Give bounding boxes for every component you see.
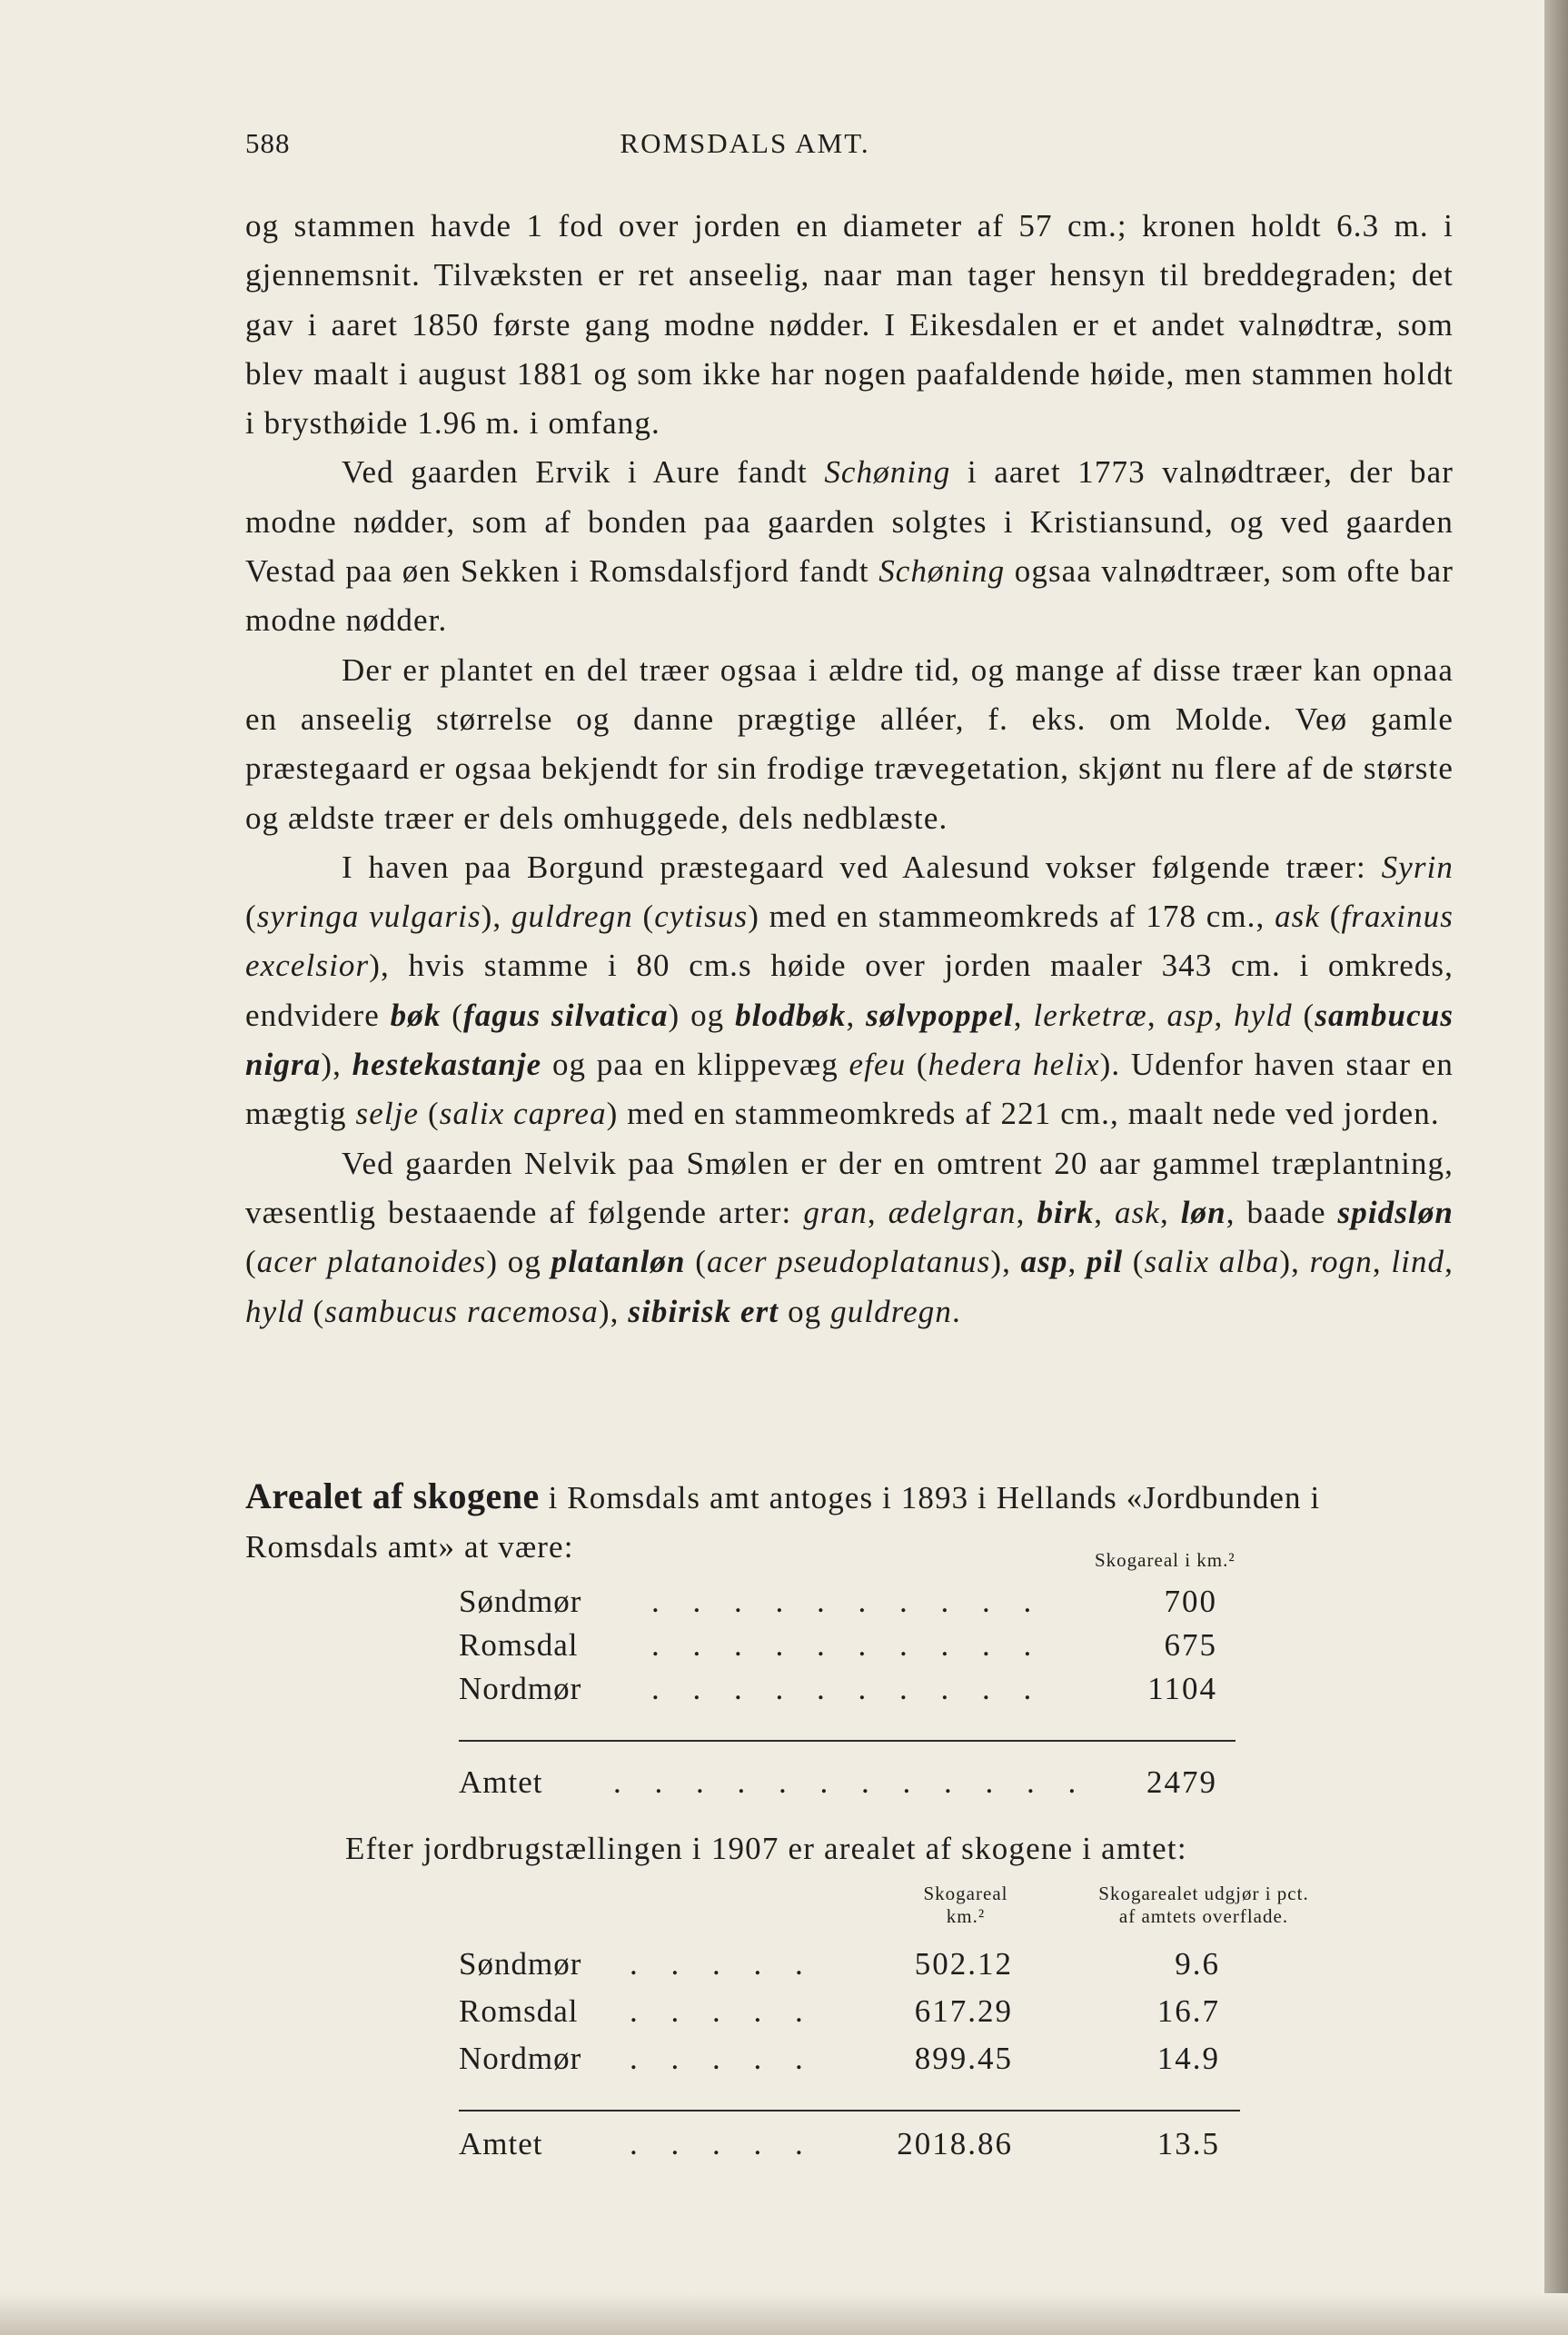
species-name: birk bbox=[1037, 1194, 1095, 1230]
table-total-row bbox=[459, 1764, 1276, 1810]
leader-dots: . . . . . bbox=[630, 2041, 816, 2076]
text-run: og bbox=[779, 1293, 831, 1329]
text-run: , bbox=[867, 1194, 888, 1230]
text-run: ), bbox=[990, 1244, 1021, 1280]
species-name: bøk bbox=[390, 997, 442, 1033]
table-total-row bbox=[459, 2126, 1276, 2171]
text-run: , bbox=[1444, 1244, 1454, 1280]
running-title: ROMSDALS AMT. bbox=[620, 127, 870, 159]
text-run: Ved gaarden Ervik i Aure fandt bbox=[342, 454, 825, 491]
row-percent: 14.9 bbox=[1156, 2041, 1220, 2076]
species-name: Schøning bbox=[824, 454, 951, 491]
species-name: lind bbox=[1391, 1244, 1445, 1280]
row-value: 1104 bbox=[1147, 1671, 1217, 1706]
page-bottom-shadow bbox=[0, 2293, 1568, 2335]
total-label: Amtet bbox=[459, 2126, 543, 2161]
text-run: , bbox=[1094, 1194, 1115, 1230]
percent-header-line: af amtets overflade. bbox=[1118, 1905, 1289, 1927]
table-row bbox=[459, 1584, 1276, 1629]
species-name: acer platanoides bbox=[256, 1244, 487, 1280]
leader-dots: . . . . . bbox=[630, 1946, 816, 1982]
species-name: asp bbox=[1020, 1244, 1068, 1280]
species-name: guldregn bbox=[830, 1293, 953, 1329]
text-run: ( bbox=[245, 899, 257, 935]
text-run: . bbox=[952, 1293, 961, 1329]
row-percent: 9.6 bbox=[1175, 1946, 1220, 1982]
text-run: ( bbox=[303, 1293, 325, 1329]
text-run: ( bbox=[419, 1096, 440, 1132]
row-district: Søndmør bbox=[459, 1946, 582, 1982]
table-row bbox=[459, 2041, 1276, 2086]
text-run: ), bbox=[321, 1047, 352, 1083]
row-district: Nordmør bbox=[459, 1671, 582, 1706]
species-name: fagus silvatica bbox=[463, 997, 669, 1033]
text-run: ( bbox=[1292, 997, 1315, 1033]
text-run: og paa en klippevæg bbox=[541, 1047, 849, 1083]
species-name: hyld bbox=[1234, 997, 1293, 1033]
total-percent: 13.5 bbox=[1156, 2126, 1220, 2161]
species-name: sambucus racemosa bbox=[324, 1293, 599, 1329]
text-run: ) og bbox=[668, 997, 736, 1033]
page-number: 588 bbox=[245, 127, 291, 159]
total-rule bbox=[459, 1740, 1236, 1742]
text-run: og stammen havde 1 fod over jorden en diameter af 57 cm.; kronen holdt 6.3 m. i gjennemsnit. Tilvæksten er ret anseelig, naar man tager hensyn til breddegraden; det gav i aaret 1850 første gang modne nødder. I Eikesdalen er et andet valnødtræ, som blev maalt i august 1881 og som ikke har nogen paafaldende høide, men stammen holdt i brysthøide 1.96 m. i omfang. bbox=[245, 208, 1454, 442]
body-paragraph bbox=[245, 646, 1454, 843]
leader-dots: . . . . . . . . . . bbox=[651, 1671, 1045, 1706]
text-run: , bbox=[1146, 997, 1167, 1033]
leader-dots: . . . . . . . . . . . . bbox=[613, 1764, 1089, 1800]
species-name: hyld bbox=[245, 1293, 304, 1329]
page-edge-shadow bbox=[1544, 0, 1568, 2335]
text-run: ( bbox=[685, 1244, 707, 1280]
text-run: ), bbox=[598, 1293, 629, 1329]
area-header-line: Skogareal bbox=[923, 1883, 1008, 1904]
text-run: , baade bbox=[1226, 1194, 1338, 1230]
text-run: ) med en stammeomkreds af 221 cm., maalt nede ved jorden. bbox=[606, 1096, 1440, 1132]
species-name: rogn bbox=[1309, 1244, 1373, 1280]
species-name: ædelgran bbox=[888, 1194, 1017, 1230]
species-name: Schøning bbox=[878, 553, 1006, 590]
census-sentence: Efter jordbrugstællingen i 1907 er arealet af skogene i amtet: bbox=[345, 1831, 1187, 1866]
species-name: pil bbox=[1086, 1244, 1124, 1280]
text-run: ), hvis stamme i 80 cm.s høide over jorden maaler 343 cm. i omkreds, endvidere bbox=[245, 948, 1454, 1033]
body-paragraph bbox=[245, 202, 1454, 448]
total-area: 2018.86 bbox=[897, 2126, 1013, 2161]
species-name: hedera helix bbox=[928, 1047, 1100, 1083]
forest-area-paragraph bbox=[245, 1472, 1454, 1572]
table-row bbox=[459, 1946, 1276, 1992]
species-name: blodbøk bbox=[735, 997, 847, 1033]
row-value: 700 bbox=[1164, 1584, 1217, 1619]
text-run: ( bbox=[441, 997, 464, 1033]
species-name: sølvpoppel bbox=[866, 997, 1014, 1033]
row-area: 899.45 bbox=[914, 2041, 1013, 2076]
species-name: spidsløn bbox=[1337, 1194, 1454, 1230]
species-name: sibirisk ert bbox=[628, 1293, 779, 1329]
species-name: fraxinus excelsior bbox=[245, 899, 1454, 984]
leader-dots: . . . . . . . . . . bbox=[651, 1584, 1045, 1619]
total-value: 2479 bbox=[1146, 1764, 1217, 1800]
row-area: 502.12 bbox=[914, 1946, 1013, 1982]
row-percent: 16.7 bbox=[1156, 1993, 1220, 2029]
text-run: ( bbox=[1320, 899, 1342, 935]
text-run: Der er plantet en del træer ogsaa i ældre tid, og mange af disse træer kan opnaa en anseelig størrelse og danne prægtige alléer, f. eks. om Molde. Veø gamle præstegaard er ogsaa bekjendt for sin frodige trævegetation, skjønt nu flere af de største og ældste træer er dels omhuggede, dels nedblæste. bbox=[245, 651, 1454, 836]
table-row bbox=[459, 1671, 1276, 1716]
species-name: guldregn bbox=[511, 899, 633, 935]
leader-dots: . . . . . bbox=[630, 1993, 816, 2029]
total-rule bbox=[459, 2110, 1240, 2111]
text-run: ( bbox=[906, 1047, 928, 1083]
text-run: ), bbox=[1279, 1244, 1310, 1280]
leader-dots: . . . . . bbox=[630, 2126, 816, 2161]
body-paragraph bbox=[245, 1139, 1454, 1336]
body-paragraph bbox=[245, 448, 1454, 645]
text-run: Ved gaarden Nelvik paa Smølen er der en omtrent 20 aar gammel træplantning, væsentlig bestaaende af følgende arter: bbox=[245, 1145, 1454, 1230]
row-district: Nordmør bbox=[459, 2041, 582, 2076]
species-name: salix alba bbox=[1144, 1244, 1280, 1280]
text-run: , bbox=[1016, 1194, 1037, 1230]
species-name: selje bbox=[355, 1096, 420, 1132]
text-run: ( bbox=[1123, 1244, 1145, 1280]
species-name: ask bbox=[1275, 899, 1321, 935]
species-name: efeu bbox=[849, 1047, 907, 1083]
table1-column-header: Skogareal i km.² bbox=[1095, 1549, 1236, 1571]
species-name: sambucus nigra bbox=[245, 997, 1454, 1083]
species-name: ask bbox=[1114, 1194, 1160, 1230]
species-name: asp bbox=[1166, 997, 1215, 1033]
row-area: 617.29 bbox=[914, 1993, 1013, 2029]
text-run: , bbox=[1159, 1194, 1181, 1230]
table-row bbox=[459, 1627, 1276, 1673]
row-district: Søndmør bbox=[459, 1584, 582, 1619]
text-run: , bbox=[846, 997, 867, 1033]
text-run: ogsaa valnødtræer, som ofte bar modne nødder. bbox=[245, 553, 1454, 639]
area-column-header bbox=[875, 1883, 1057, 1928]
text-run: , bbox=[1214, 997, 1235, 1033]
species-name: acer pseudoplatanus bbox=[706, 1244, 991, 1280]
species-name: salix caprea bbox=[439, 1096, 607, 1132]
text-run: , bbox=[1067, 1244, 1087, 1280]
percent-header-line: Skogarealet udgjør i pct. bbox=[1098, 1883, 1309, 1904]
text-run: , bbox=[1013, 997, 1034, 1033]
body-text bbox=[245, 202, 1454, 1336]
leader-dots: . . . . . . . . . . bbox=[651, 1627, 1045, 1663]
species-name: lerketræ bbox=[1033, 997, 1147, 1033]
row-value: 675 bbox=[1164, 1627, 1217, 1663]
section-lead-rest: i Romsdals amt antoges i 1893 i Hellands «Jordbunden i Romsdals amt» at være: bbox=[245, 1480, 1321, 1565]
total-label: Amtet bbox=[459, 1764, 543, 1800]
text-run: ). Udenfor haven staar en mægtig bbox=[245, 1047, 1454, 1132]
species-name: platanløn bbox=[551, 1244, 686, 1280]
text-run: ( bbox=[632, 899, 655, 935]
body-paragraph bbox=[245, 843, 1454, 1139]
row-district: Romsdal bbox=[459, 1993, 579, 2029]
text-run: ) og bbox=[486, 1244, 551, 1280]
text-run: I haven paa Borgund præstegaard ved Aalesund vokser følgende træer: bbox=[342, 849, 1382, 885]
text-run: ( bbox=[245, 1244, 257, 1280]
running-header bbox=[245, 127, 1245, 164]
species-name: syringa vulgaris bbox=[256, 899, 481, 935]
row-district: Romsdal bbox=[459, 1627, 579, 1663]
section-lead: Arealet af skogene bbox=[245, 1476, 540, 1516]
percent-column-header bbox=[1049, 1883, 1358, 1928]
species-name: hestekastanje bbox=[352, 1047, 542, 1083]
text-run: , bbox=[1372, 1244, 1392, 1280]
text-run: ), bbox=[481, 899, 511, 935]
table-row bbox=[459, 1993, 1276, 2039]
area-header-unit: km.² bbox=[946, 1905, 986, 1927]
species-name: gran bbox=[803, 1194, 868, 1230]
text-run: ) med en stammeomkreds af 178 cm., bbox=[748, 899, 1275, 935]
species-name: cytisus bbox=[654, 899, 749, 935]
species-name: Syrin bbox=[1381, 849, 1454, 885]
species-name: løn bbox=[1180, 1194, 1226, 1230]
text-run: i aaret 1773 valnødtræer, der bar modne nødder, som af bonden paa gaarden solgtes i Kristiansund, og ved gaarden Vestad paa øen Sekken i Romsdalsfjord fandt bbox=[245, 454, 1454, 590]
